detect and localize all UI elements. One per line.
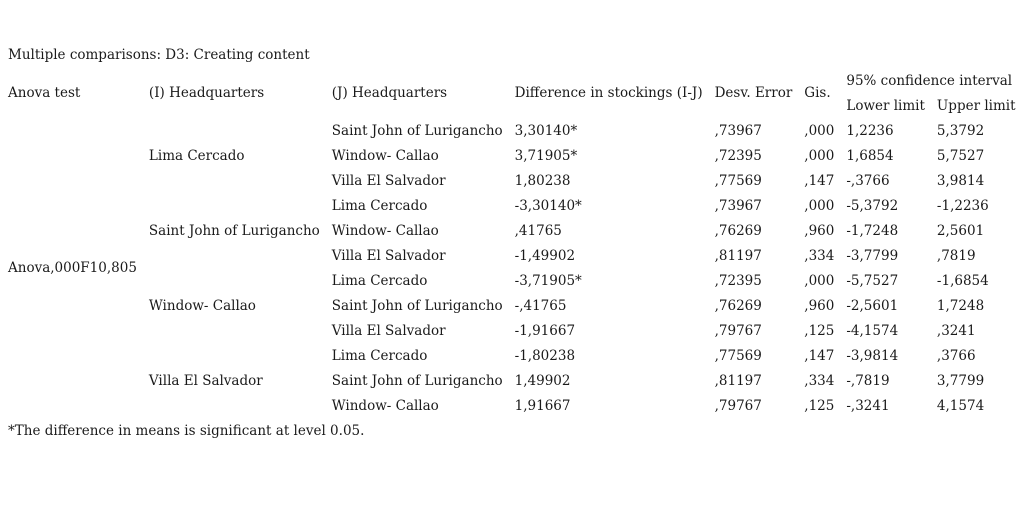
sig-cell: ,960 (804, 297, 835, 314)
j-headquarters-cell: Window- Callao (331, 147, 439, 164)
sig-cell: ,125 (804, 397, 835, 414)
lower-limit-cell: 1,2236 (846, 122, 894, 139)
sig-cell: ,147 (804, 172, 835, 189)
lower-limit-cell: -,7819 (846, 372, 890, 389)
std-error-cell: ,76269 (714, 222, 762, 239)
std-error-cell: ,76269 (714, 297, 762, 314)
std-error-cell: ,77569 (714, 172, 762, 189)
lower-limit-cell: -5,3792 (846, 197, 899, 214)
std-error-cell: ,77569 (714, 347, 762, 364)
group-label-cell: Villa El Salvador (148, 372, 263, 389)
j-headquarters-cell: Window- Callao (331, 222, 439, 239)
j-headquarters-cell: Saint John of Lurigancho (331, 297, 503, 314)
std-error-cell: ,81197 (714, 247, 762, 264)
sig-cell: ,334 (804, 372, 835, 389)
upper-limit-cell: 3,7799 (936, 372, 985, 389)
table-title: Multiple comparisons: D3: Creating content (8, 47, 310, 63)
upper-limit-cell: -1,6854 (936, 272, 989, 289)
header-j-headquarters: (J) Headquarters (331, 85, 448, 101)
j-headquarters-cell: Villa El Salvador (331, 172, 446, 189)
difference-cell: 3,71905* (514, 147, 578, 164)
std-error-cell: ,73967 (714, 122, 762, 139)
header-confidence-interval: 95% confidence interval (846, 72, 1013, 89)
header-i-headquarters: (I) Headquarters (148, 85, 265, 101)
header-anova-test: Anova test (8, 85, 81, 101)
sig-cell: ,000 (804, 122, 835, 139)
group-label-cell: Window- Callao (148, 297, 256, 314)
j-headquarters-cell: Villa El Salvador (331, 247, 446, 264)
difference-cell: -3,71905* (514, 272, 582, 289)
sig-cell: ,960 (804, 222, 835, 239)
sig-cell: ,000 (804, 197, 835, 214)
difference-cell: -1,49902 (514, 247, 576, 264)
header-sig: Gis. (804, 85, 831, 101)
lower-limit-cell: -2,5601 (846, 297, 899, 314)
std-error-cell: ,81197 (714, 372, 762, 389)
j-headquarters-cell: Lima Cercado (331, 347, 428, 364)
multiple-comparisons-table (2, 68, 1022, 418)
std-error-cell: ,72395 (714, 272, 762, 289)
lower-limit-cell: -1,7248 (846, 222, 899, 239)
upper-limit-cell: 1,7248 (936, 297, 985, 314)
significance-footnote: *The difference in means is significant at level 0.05. (8, 423, 365, 439)
difference-cell: -,41765 (514, 297, 567, 314)
j-headquarters-cell: Lima Cercado (331, 197, 428, 214)
upper-limit-cell: 5,7527 (936, 147, 985, 164)
difference-cell: -1,80238 (514, 347, 576, 364)
upper-limit-cell: ,3241 (936, 322, 976, 339)
sig-cell: ,125 (804, 322, 835, 339)
difference-cell: 1,80238 (514, 172, 571, 189)
header-std-error: Desv. Error (714, 85, 793, 101)
upper-limit-cell: -1,2236 (936, 197, 989, 214)
anova-result-cell: Anova,000F10,805 (8, 260, 137, 276)
difference-cell: -1,91667 (514, 322, 576, 339)
lower-limit-cell: -,3241 (846, 397, 890, 414)
header-upper-limit: Upper limit (936, 97, 1016, 114)
j-headquarters-cell: Window- Callao (331, 397, 439, 414)
difference-cell: 3,30140* (514, 122, 578, 139)
lower-limit-cell: -3,7799 (846, 247, 899, 264)
j-headquarters-cell: Saint John of Lurigancho (331, 372, 503, 389)
sig-cell: ,334 (804, 247, 835, 264)
sig-cell: ,147 (804, 347, 835, 364)
lower-limit-cell: -4,1574 (846, 322, 899, 339)
j-headquarters-cell: Saint John of Lurigancho (331, 122, 503, 139)
j-headquarters-cell: Lima Cercado (331, 272, 428, 289)
table-row (2, 193, 1022, 218)
group-label-cell: Saint John of Lurigancho (148, 222, 320, 239)
lower-limit-cell: -5,7527 (846, 272, 899, 289)
sig-cell: ,000 (804, 272, 835, 289)
header-difference: Difference in stockings (I-J) (514, 85, 703, 101)
upper-limit-cell: 5,3792 (936, 122, 985, 139)
sig-cell: ,000 (804, 147, 835, 164)
upper-limit-cell: 3,9814 (936, 172, 985, 189)
upper-limit-cell: ,3766 (936, 347, 976, 364)
difference-cell: 1,91667 (514, 397, 571, 414)
j-headquarters-cell: Villa El Salvador (331, 322, 446, 339)
std-error-cell: ,72395 (714, 147, 762, 164)
difference-cell: ,41765 (514, 222, 562, 239)
lower-limit-cell: -,3766 (846, 172, 890, 189)
table-row (2, 268, 1022, 293)
std-error-cell: ,73967 (714, 197, 762, 214)
table-row (2, 118, 1022, 143)
std-error-cell: ,79767 (714, 397, 762, 414)
upper-limit-cell: 4,1574 (936, 397, 985, 414)
lower-limit-cell: 1,6854 (846, 147, 894, 164)
difference-cell: -3,30140* (514, 197, 582, 214)
table-row (2, 343, 1022, 368)
difference-cell: 1,49902 (514, 372, 571, 389)
std-error-cell: ,79767 (714, 322, 762, 339)
group-label-cell: Lima Cercado (148, 147, 245, 164)
lower-limit-cell: -3,9814 (846, 347, 899, 364)
upper-limit-cell: ,7819 (936, 247, 976, 264)
upper-limit-cell: 2,5601 (936, 222, 985, 239)
header-lower-limit: Lower limit (846, 97, 925, 114)
